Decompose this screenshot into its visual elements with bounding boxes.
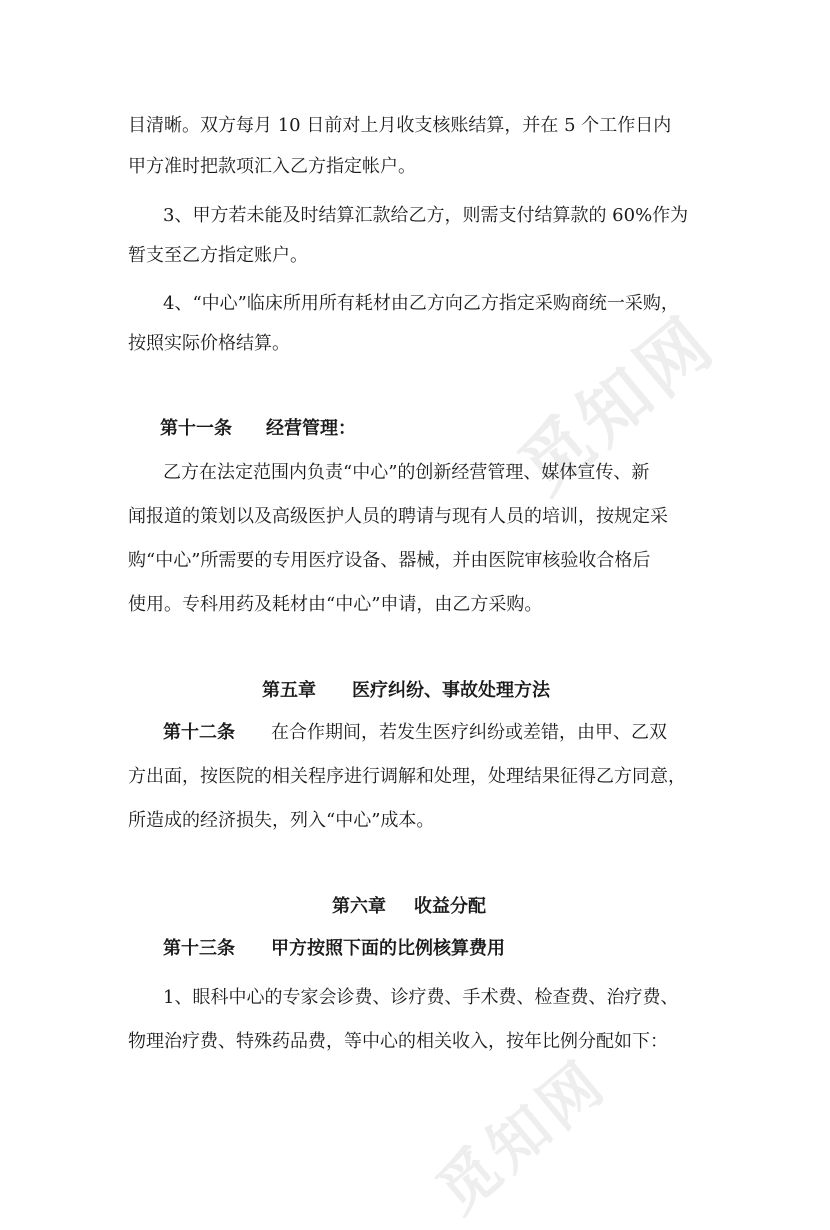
paragraph-text: 在合作期间，若发生医疗纠纷或差错，由甲、乙双 <box>271 722 667 743</box>
watermark: 觅知网 <box>503 300 732 510</box>
watermark: 觅知网 <box>423 1046 621 1228</box>
article-heading <box>163 936 505 962</box>
chapter-heading <box>332 894 486 920</box>
paragraph-line: 甲方准时把款项汇入乙方指定帐户。 <box>128 156 416 177</box>
chapter-heading <box>262 678 550 704</box>
article-number: 第十三条 <box>163 938 235 959</box>
paragraph-line: 所造成的经济损失，列入“中心”成本。 <box>128 810 435 831</box>
article-heading <box>160 416 356 442</box>
article-title: 经营管理： <box>266 418 356 439</box>
paragraph-line: 使用。专科用药及耗材由“中心”申请，由乙方采购。 <box>128 594 543 615</box>
paragraph-line: 目清晰。双方每月 10 日前对上月收支核账结算，并在 5 个工作日内 <box>128 115 672 136</box>
chapter-title: 医疗纠纷、事故处理方法 <box>352 680 550 701</box>
paragraph-line: 暂支至乙方指定账户。 <box>128 245 308 266</box>
paragraph-line: 4、“中心”临床所用所有耗材由乙方向乙方指定采购商统一采购， <box>163 293 679 314</box>
article-title: 甲方按照下面的比例核算费用 <box>271 938 505 959</box>
paragraph-line: 购“中心”所需要的专用医疗设备、器械，并由医院审核验收合格后 <box>128 550 651 571</box>
paragraph-line: 物理治疗费、特殊药品费，等中心的相关收入，按年比例分配如下： <box>128 1031 668 1052</box>
article-number: 第十二条 <box>163 722 235 743</box>
paragraph-line: 3、甲方若未能及时结算汇款给乙方，则需支付结算款的 60%作为 <box>163 205 689 226</box>
article-first-line <box>163 720 667 746</box>
paragraph-line: 按照实际价格结算。 <box>128 333 290 354</box>
chapter-number: 第五章 <box>262 680 316 701</box>
article-number: 第十一条 <box>160 418 232 439</box>
chapter-number: 第六章 <box>332 896 386 917</box>
paragraph-line: 1、眼科中心的专家会诊费、诊疗费、手术费、检查费、治疗费、 <box>163 987 679 1008</box>
paragraph-line: 闻报道的策划以及高级医护人员的聘请与现有人员的培训，按规定采 <box>128 506 668 527</box>
paragraph-line: 方出面，按医院的相关程序进行调解和处理，处理结果征得乙方同意， <box>128 766 686 787</box>
chapter-title: 收益分配 <box>414 896 486 917</box>
paragraph-line: 乙方在法定范围内负责“中心”的创新经营管理、媒体宣传、新 <box>163 462 650 483</box>
